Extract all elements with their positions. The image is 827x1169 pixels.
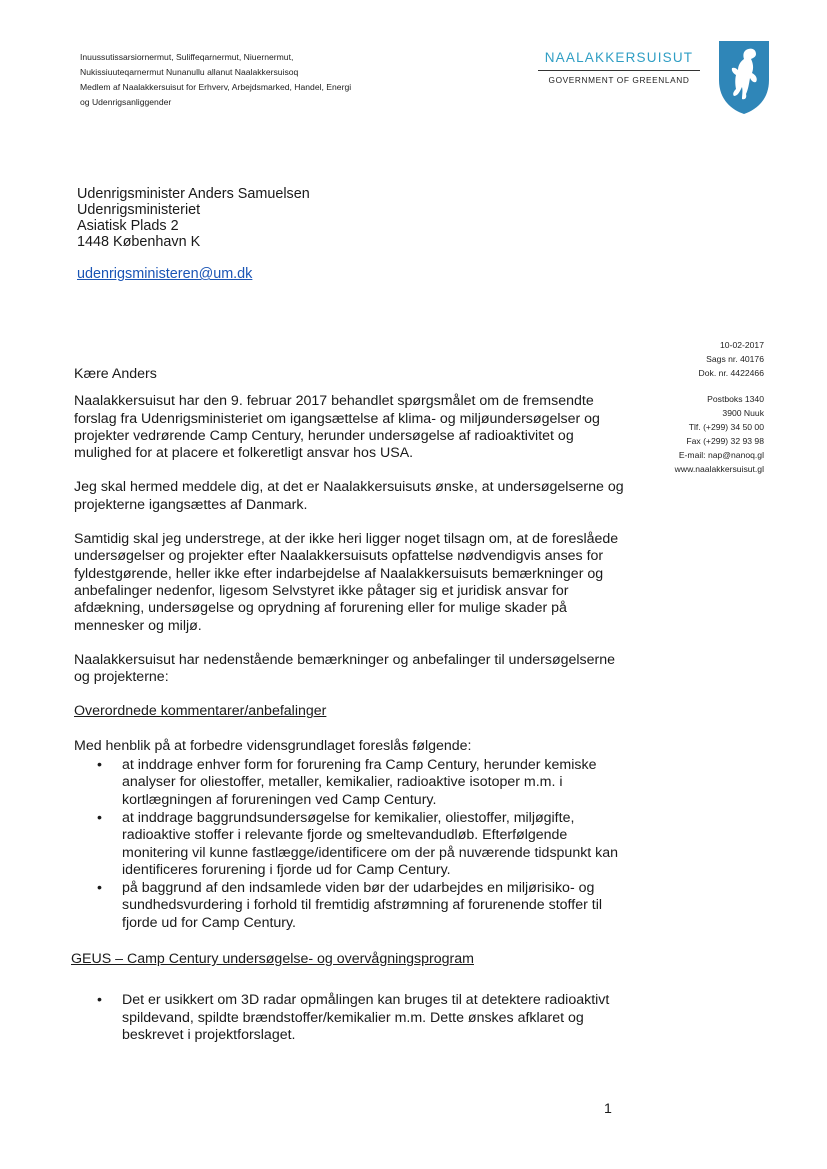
sender-block: [80, 50, 420, 110]
document-number: Dok. nr. 4422466: [698, 368, 764, 378]
paragraph: Naalakkersuisut har nedenstående bemærkninger og anbefalinger til undersøgelserne og projekterne:: [74, 651, 616, 686]
brand-divider: [538, 70, 700, 71]
recipient-address: [77, 186, 310, 250]
recipient-line: 1448 København K: [77, 234, 201, 250]
letter-date: 10-02-2017: [720, 340, 764, 350]
bullet-list: [74, 757, 624, 932]
contact-phone: Tlf. (+299) 34 50 00: [688, 422, 764, 432]
recipient-email-link[interactable]: udenrigsministeren@um.dk: [77, 266, 253, 282]
sender-line: og Udenrigsanliggender: [80, 97, 172, 107]
recipient-line: Udenrigsminister Anders Samuelsen: [77, 186, 310, 202]
contact-website: www.naalakkersuisut.gl: [674, 464, 764, 474]
contact-fax: Fax (+299) 32 93 98: [686, 436, 764, 446]
list-item: • at inddrage baggrundsundersøgelse for kemikalier, oliestoffer, miljøgifte, radioaktive stoffer i relevante fjorde og smeltevandudløb. Efterfølgende monitering vil kunne fastlægge/identificere om der på nuværende tidspunkt kan identificeres forurening i fjorde ud for Camp Century.: [122, 810, 624, 879]
bullet-list: [74, 992, 624, 1044]
case-number: Sags nr. 40176: [706, 354, 764, 364]
sender-line: Medlem af Naalakkersuisut for Erhverv, Arbejdsmarked, Handel, Energi: [80, 82, 352, 92]
section-heading: GEUS – Camp Century undersøgelse- og overvågningsprogram: [71, 951, 474, 968]
brand-name: NAALAKKERSUISUT: [544, 50, 694, 65]
letter-body: [71, 366, 624, 1063]
greeting: Kære Anders: [74, 366, 157, 382]
paragraph: Jeg skal hermed meddele dig, at det er Naalakkersuisuts ønske, at undersøgelserne og projekterne igangsættes af Danmark.: [74, 479, 624, 513]
sender-line: Inuussutissarsiornermut, Suliffeqarnermut, Niuernermut,: [80, 52, 294, 62]
paragraph: Naalakkersuisut har den 9. februar 2017 behandlet spørgsmålet om de fremsendte forslag fra Udenrigsministeriet om igangsættelse af klima- og miljøundersøgelser og projekter vedrørende Camp Century, herunder undersøgelse af radioaktivitet og mulighed for at placere et folkeretligt ansvar hos USA.: [74, 393, 600, 462]
section-intro: Med henblik på at forbedre vidensgrundlaget foreslås følgende:: [74, 737, 472, 754]
brand-logo: [538, 50, 700, 85]
list-item: • Det er usikkert om 3D radar opmålingen kan bruges til at detektere radioaktivt spildevand, spildte brændstoffer/kemikalier m.m. Dette ønskes afklaret og beskrevet i projektforslaget.: [122, 992, 624, 1044]
contact-block: [600, 392, 764, 476]
page-number: 1: [604, 1101, 612, 1117]
document-meta: [600, 338, 764, 380]
greenland-polar-bear-crest-icon: [716, 38, 772, 116]
recipient-line: Udenrigsministeriet: [77, 202, 201, 218]
paragraph: Samtidig skal jeg understrege, at der ikke heri ligger noget tilsagn om, at de foreslåede undersøgelser og projekter efter Naalakkersuisuts opfattelse nødvendigvis anses for fyldestgørende, heller ikke efter indarbejdelse af Naalakkersuisuts bemærkninger og anbefalinger nedenfor, ligesom Selvstyret ikke påtager sig et juridisk ansvar for afdækning, undersøgelse og oprydning af forurening eller for mulige skader på mennesker og miljø.: [74, 531, 619, 634]
list-item: • at inddrage enhver form for forurening fra Camp Century, herunder kemiske analyser for oliestoffer, metaller, kemikalier, radioaktive isotoper m.m. i kortlægningen af forureningen ved Camp Century.: [122, 757, 624, 809]
contact-city: 3900 Nuuk: [722, 408, 764, 418]
recipient-line: Asiatisk Plads 2: [77, 218, 179, 234]
list-item: • på baggrund af den indsamlede viden bør der udarbejdes en miljørisiko- og sundhedsvurdering i forhold til fremtidig afstrømning af forurenende stoffer til fjorde ud for Camp Century.: [122, 880, 624, 932]
contact-email: E-mail: nap@nanoq.gl: [678, 450, 764, 460]
sender-line: Nukissiuuteqarnermut Nunanullu allanut Naalakkersuisoq: [80, 67, 299, 77]
brand-subtitle: GOVERNMENT OF GREENLAND: [548, 75, 690, 85]
contact-postbox: Postboks 1340: [707, 394, 764, 404]
section-heading: Overordnede kommentarer/anbefalinger: [74, 703, 327, 720]
